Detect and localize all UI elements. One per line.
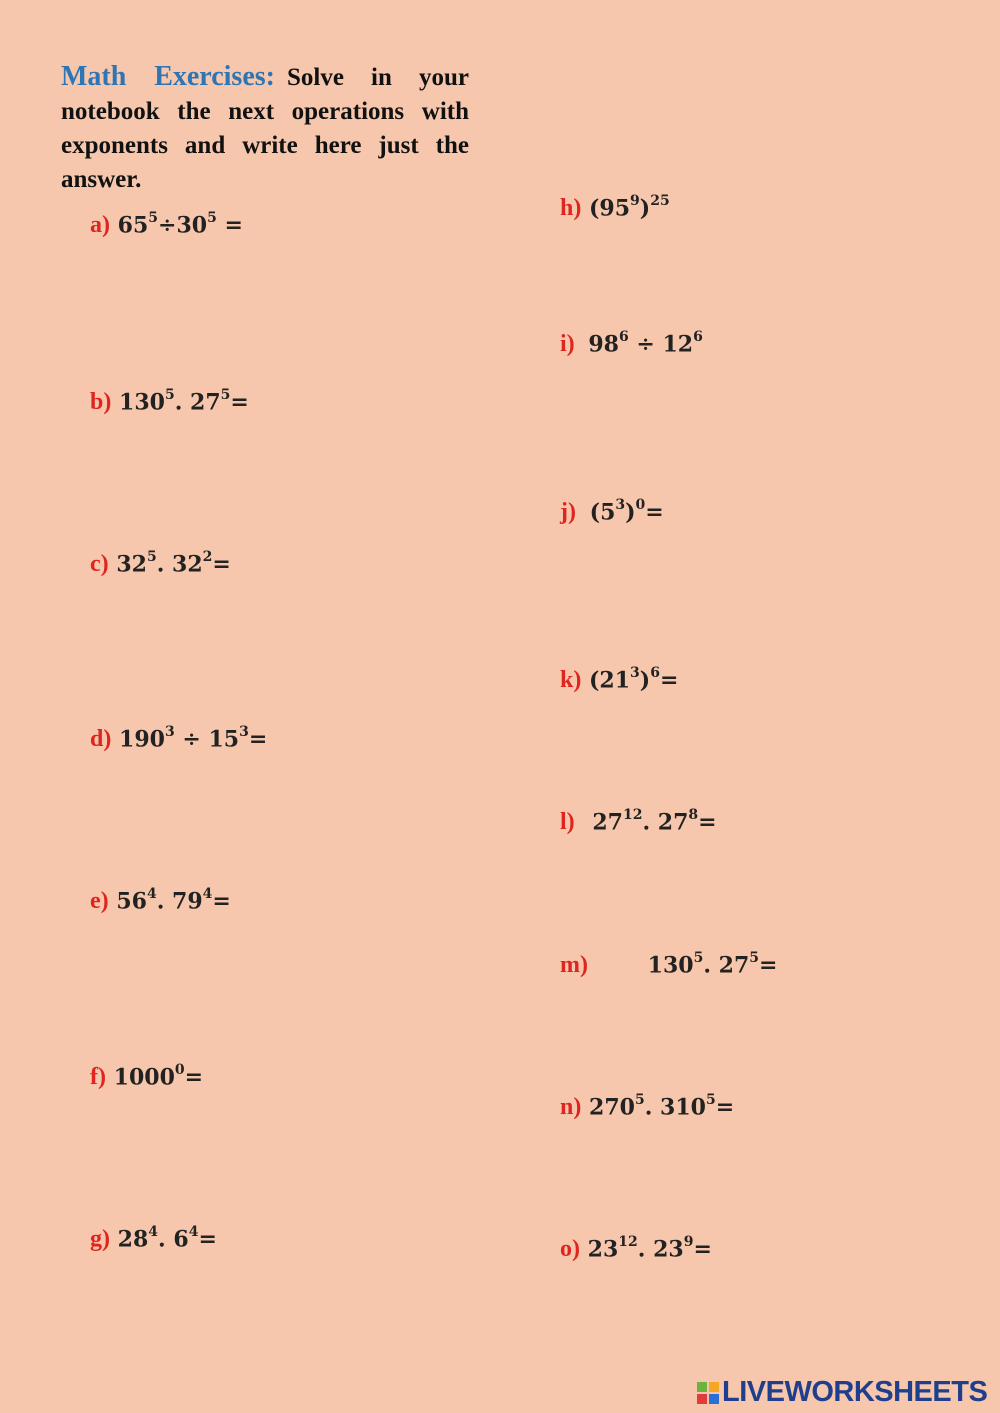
exercise-expression: $98^6 \div 12^6$ bbox=[588, 329, 703, 358]
exercise-e bbox=[90, 888, 231, 915]
exercise-letter: d) bbox=[90, 726, 112, 753]
logo-square bbox=[696, 1393, 708, 1405]
exercise-expression: $1000^0=$ bbox=[113, 1062, 204, 1091]
exercise-letter: f) bbox=[90, 1064, 106, 1091]
exercise-letter: m) bbox=[560, 952, 588, 979]
exercise-expression: $23^{12}$. $23^9=$ bbox=[587, 1234, 712, 1263]
exercise-m bbox=[560, 952, 777, 979]
exercise-h bbox=[560, 195, 670, 222]
exercise-c bbox=[90, 551, 231, 578]
exercise-letter: h) bbox=[560, 195, 582, 222]
exercise-expression: $190^3 \div 15^3=$ bbox=[119, 724, 268, 753]
exercise-letter: g) bbox=[90, 1226, 110, 1253]
exercise-j bbox=[560, 499, 664, 526]
exercise-expression: $(95^9)^{25}$ bbox=[589, 193, 670, 222]
logo-square bbox=[696, 1381, 708, 1393]
exercise-expression: $130^5$. $27^5=$ bbox=[119, 387, 249, 416]
instructions-text: Solve in your notebook the next operations with exponents and write here just the answer. bbox=[61, 64, 469, 193]
exercise-expression: $32^5$. $32^2=$ bbox=[116, 549, 231, 578]
exercise-expression: $27^{12}$. $27^8=$ bbox=[592, 807, 717, 836]
exercise-k bbox=[560, 667, 678, 694]
exercise-l bbox=[560, 809, 717, 836]
exercise-n bbox=[560, 1094, 734, 1121]
exercise-d bbox=[90, 726, 267, 753]
exercise-g bbox=[90, 1226, 217, 1253]
exercise-o bbox=[560, 1236, 712, 1263]
exercise-expression: $(5^3)^0=$ bbox=[589, 497, 664, 526]
exercise-expression: $56^4$. $79^4=$ bbox=[116, 886, 231, 915]
exercise-a bbox=[90, 212, 243, 239]
exercise-letter: a) bbox=[90, 212, 110, 239]
exercise-expression: $(21^3)^6=$ bbox=[589, 665, 679, 694]
exercise-letter: n) bbox=[560, 1094, 582, 1121]
exercise-letter: o) bbox=[560, 1236, 580, 1263]
exercise-f bbox=[90, 1064, 203, 1091]
exercise-b bbox=[90, 389, 249, 416]
exercise-letter: k) bbox=[560, 667, 582, 694]
liveworksheets-logo bbox=[696, 1376, 987, 1409]
logo-text: LIVEWORKSHEETS bbox=[722, 1376, 988, 1408]
exercise-letter: b) bbox=[90, 389, 112, 416]
exercise-expression: $28^4$. $6^4=$ bbox=[117, 1224, 217, 1253]
logo-square bbox=[708, 1381, 720, 1393]
exercise-letter: c) bbox=[90, 551, 109, 578]
exercise-i bbox=[560, 331, 703, 358]
logo-icon bbox=[696, 1381, 720, 1405]
exercise-letter: j) bbox=[560, 499, 576, 526]
exercise-expression: $270^5$. $310^5=$ bbox=[589, 1092, 735, 1121]
instructions bbox=[61, 60, 469, 197]
exercise-letter: l) bbox=[560, 809, 575, 836]
instructions-title: Math Exercises: bbox=[61, 61, 275, 92]
exercise-expression: $65^5\div 30^5$ = bbox=[117, 210, 243, 239]
exercise-letter: e) bbox=[90, 888, 109, 915]
exercise-expression: $130^5$. $27^5=$ bbox=[647, 950, 778, 979]
exercise-letter: i) bbox=[560, 331, 575, 358]
logo-square bbox=[708, 1393, 720, 1405]
